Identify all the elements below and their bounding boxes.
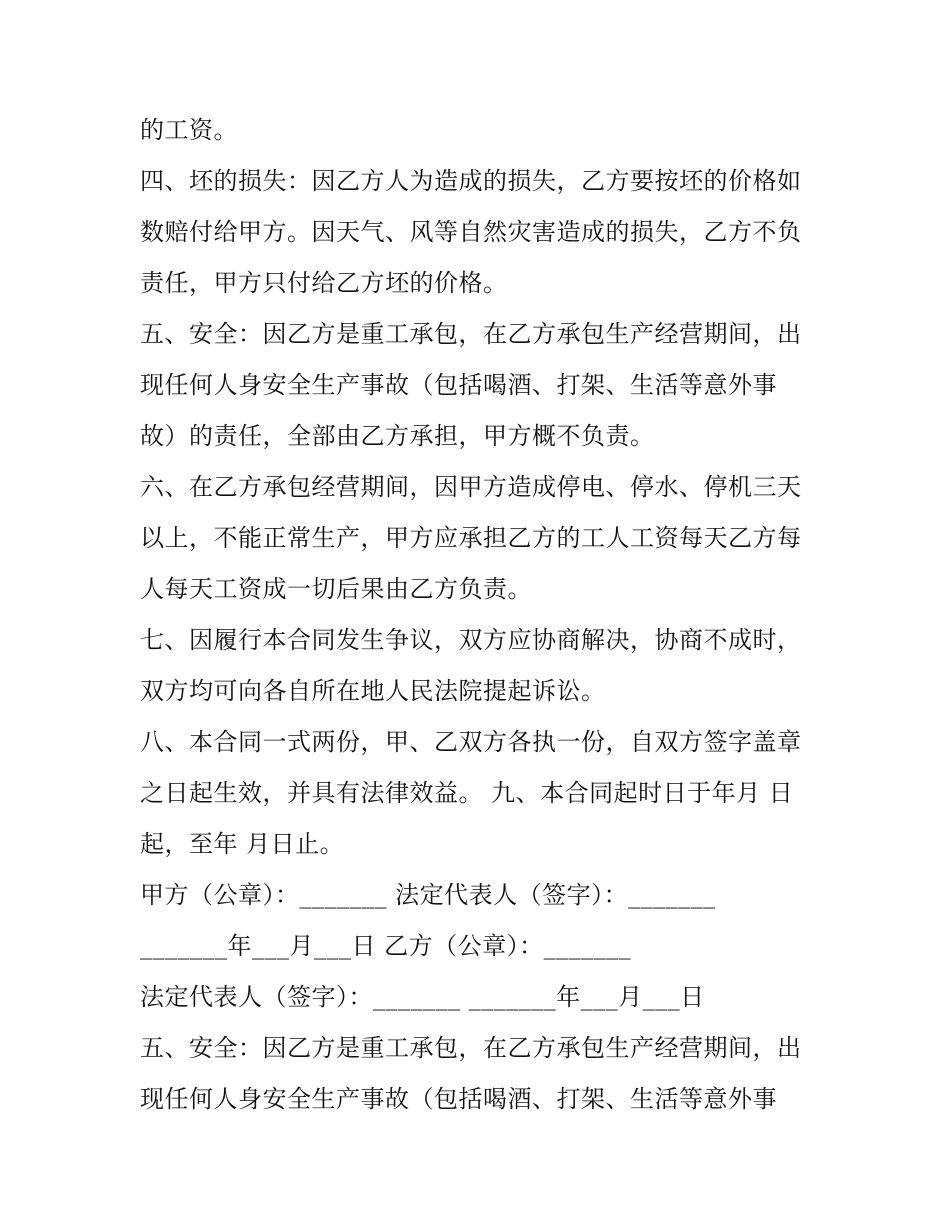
text-line: 四、坯的损失：因乙方人为造成的损失，乙方要按坯的价格如 <box>140 167 802 195</box>
text-line: 五、安全：因乙方是重工承包，在乙方承包生产经营期间，出 <box>140 1034 802 1062</box>
text-line: 之日起生效，并具有法律效益。 九、本合同起时日于年月 日 <box>140 779 794 807</box>
text-line: 人每天工资成一切后果由乙方负责。 <box>140 575 532 603</box>
text-line: 现任何人身安全生产事故（包括喝酒、打架、生活等意外事 <box>140 1085 777 1113</box>
text-line: 现任何人身安全生产事故（包括喝酒、打架、生活等意外事 <box>140 371 777 399</box>
text-line: 责任，甲方只付给乙方坯的价格。 <box>140 269 508 297</box>
text-line: 八、本合同一式两份，甲、乙双方各执一份，自双方签字盖章 <box>140 728 802 756</box>
text-line: 故）的责任，全部由乙方承担，甲方概不负责。 <box>140 422 655 450</box>
text-line: 法定代表人（签字）：_______ _______年___月___日 <box>140 983 705 1011</box>
text-line: 起，至年 月日止。 <box>140 830 345 858</box>
text-line: 以上，不能正常生产，甲方应承担乙方的工人工资每天乙方每 <box>140 524 802 552</box>
text-line: 数赔付给甲方。因天气、风等自然灾害造成的损失，乙方不负 <box>140 218 802 246</box>
text-line: 五、安全：因乙方是重工承包，在乙方承包生产经营期间，出 <box>140 320 802 348</box>
text-line: 甲方（公章）：_______ 法定代表人（签字）：_______ <box>140 881 716 909</box>
text-line: 六、在乙方承包经营期间，因甲方造成停电、停水、停机三天 <box>140 473 802 501</box>
document-body <box>140 105 820 1125</box>
text-line: _______年___月___日 乙方（公章）：_______ <box>140 932 632 960</box>
text-line: 的工资。 <box>140 116 238 144</box>
text-line: 七、因履行本合同发生争议，双方应协商解决，协商不成时， <box>140 626 802 654</box>
text-line: 双方均可向各自所在地人民法院提起诉讼。 <box>140 677 606 705</box>
